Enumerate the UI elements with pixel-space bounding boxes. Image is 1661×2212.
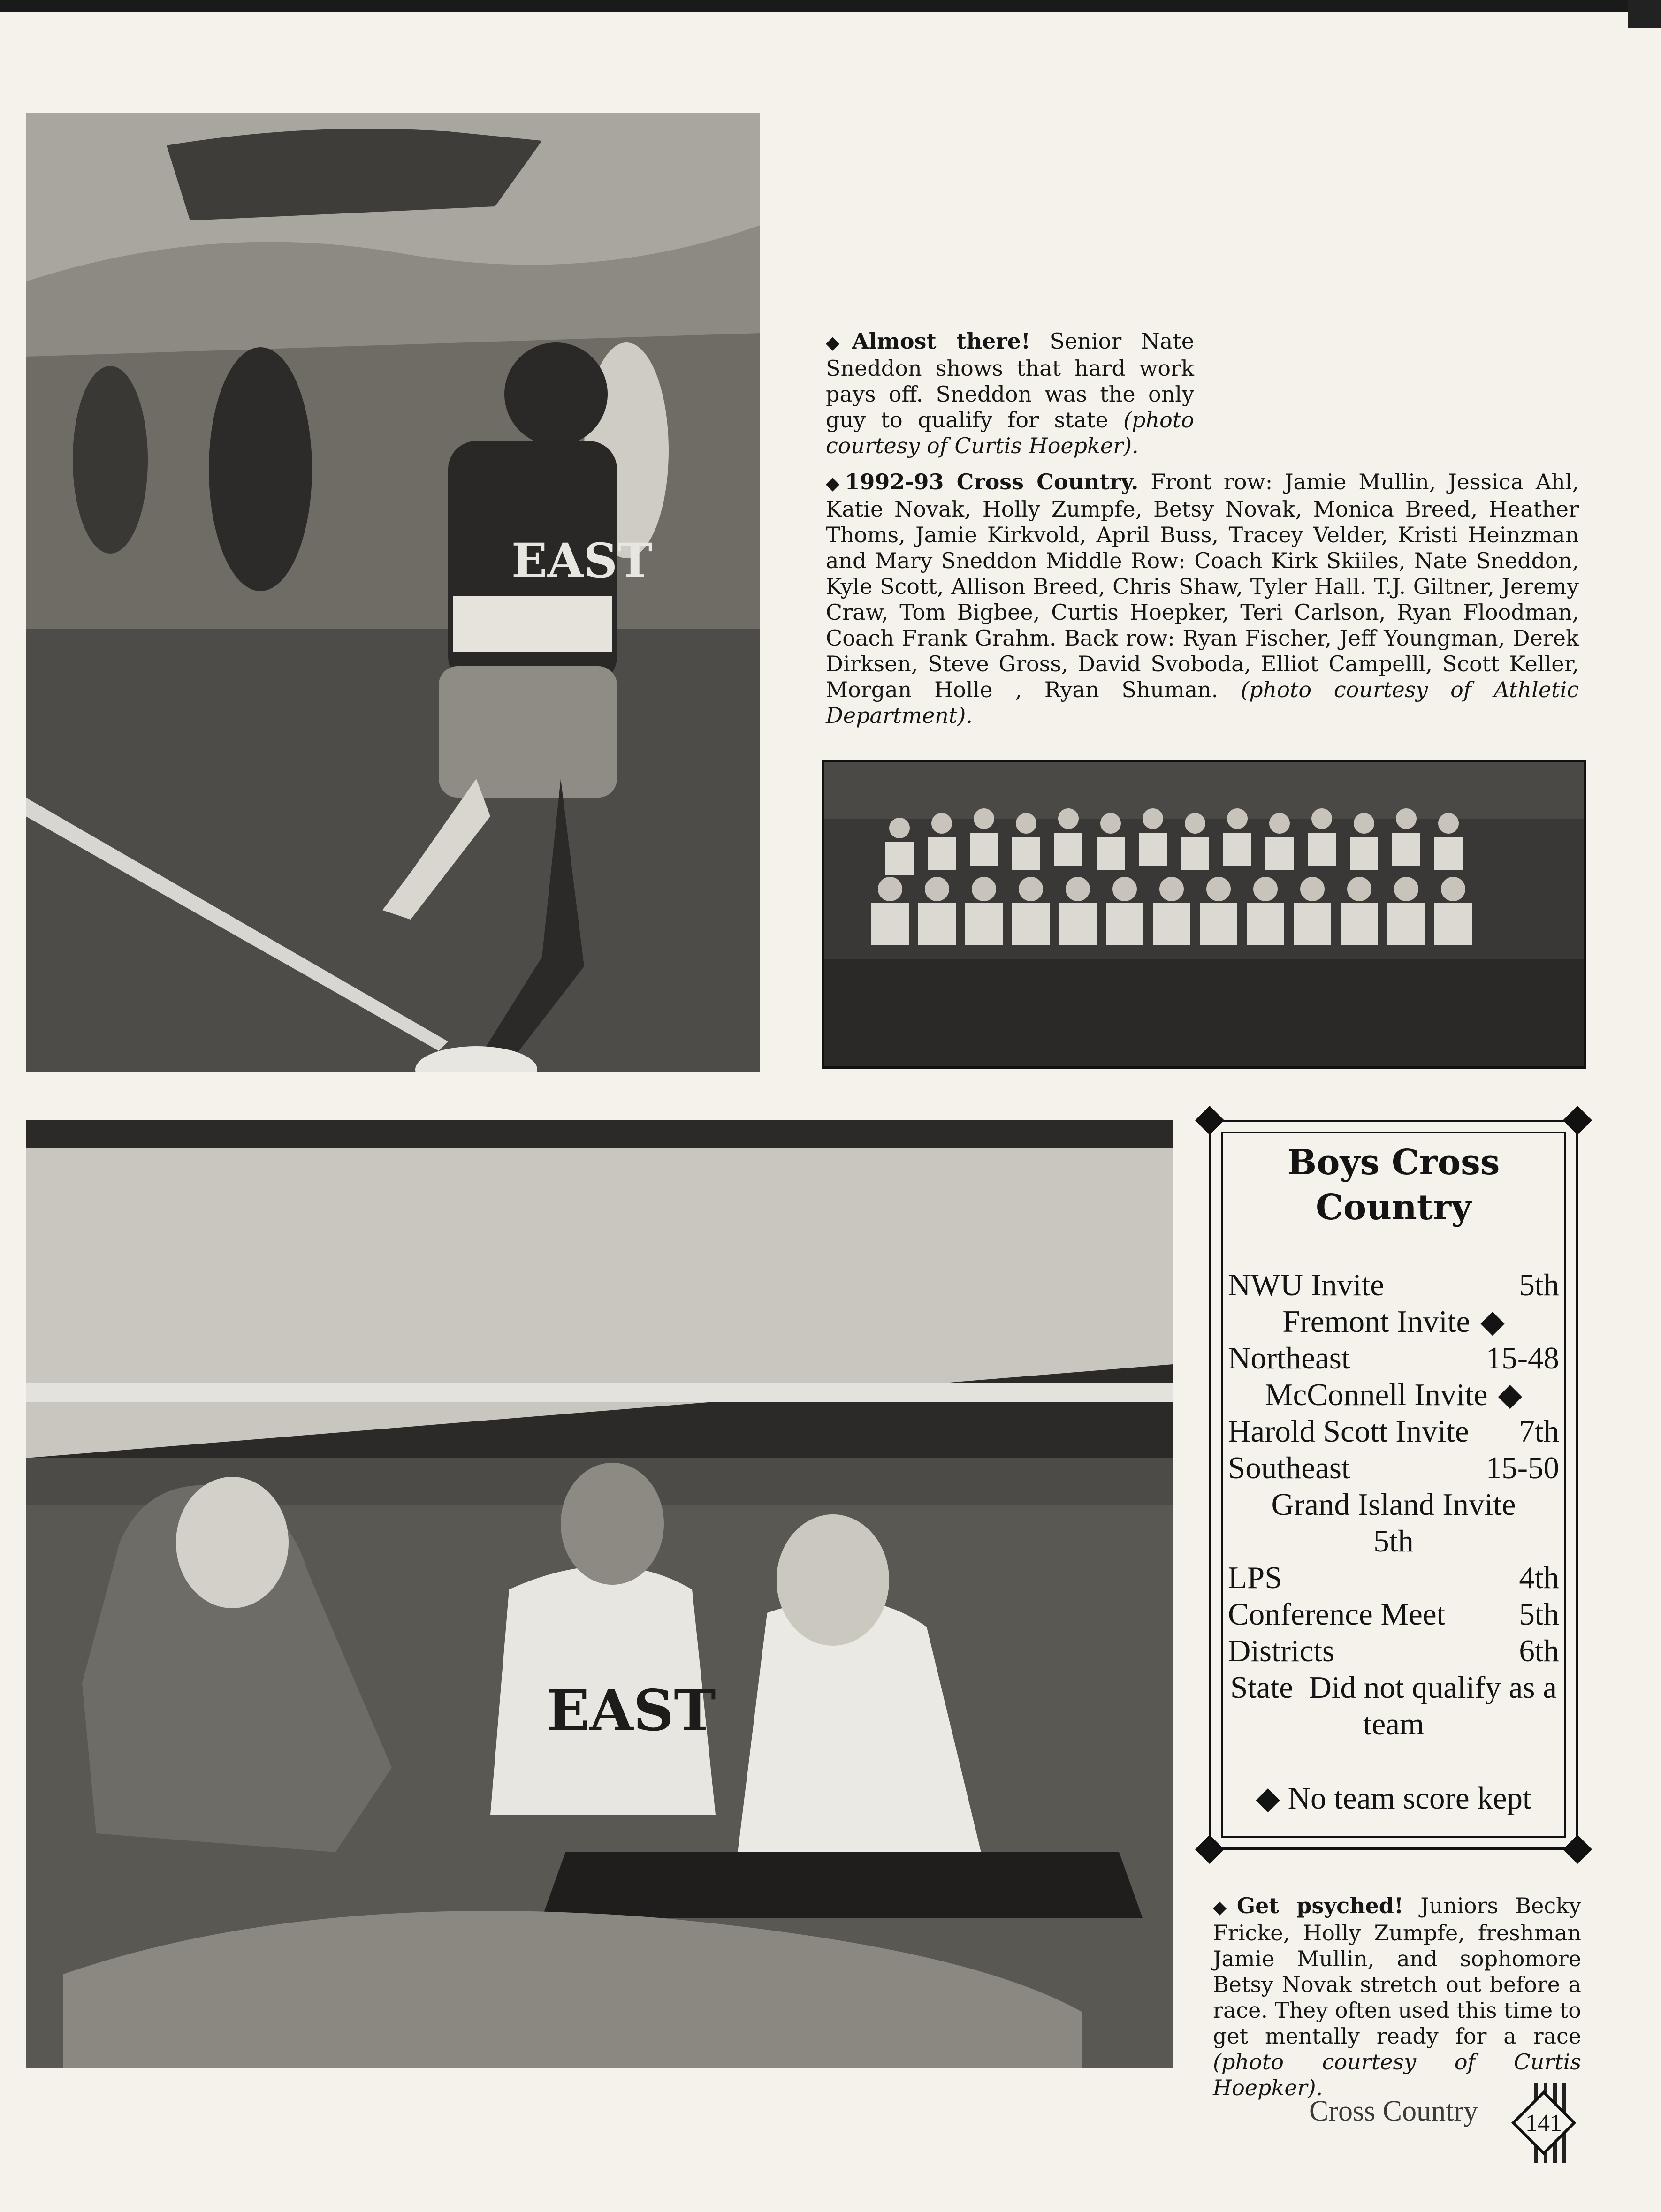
score-event: LPS (1228, 1560, 1282, 1595)
scores-title: Boys Cross Country (1287, 1142, 1500, 1228)
bullet-diamond-icon: ◆ (1213, 1897, 1237, 1917)
score-row (1228, 1596, 1559, 1633)
scores-list (1228, 1267, 1559, 1817)
score-event: Conference Meet (1228, 1597, 1446, 1632)
scores-box (1199, 1110, 1588, 1860)
page-corner (1628, 0, 1661, 28)
score-event: Northeast (1228, 1341, 1350, 1376)
score-result: 15-48 (1486, 1341, 1559, 1376)
page-number-badge (1509, 2083, 1579, 2163)
score-result: 7th (1519, 1414, 1559, 1449)
score-event: NWU Invite (1228, 1268, 1385, 1302)
runner-photo (26, 113, 760, 1072)
score-row (1228, 1633, 1559, 1669)
score-result: ◆ (1498, 1377, 1523, 1412)
score-event: State (1230, 1670, 1293, 1705)
score-result: ◆ (1480, 1304, 1505, 1339)
score-event: Districts (1228, 1634, 1335, 1668)
score-result: 5th (1519, 1268, 1559, 1302)
runner-jersey-text: EAST (511, 533, 653, 588)
score-result: 5th (1373, 1524, 1414, 1558)
stretch-caption (1213, 1893, 1581, 2101)
score-event: Southeast (1228, 1451, 1350, 1485)
score-result: 4th (1519, 1560, 1559, 1595)
team-photo (822, 760, 1586, 1069)
score-row (1228, 1340, 1559, 1376)
score-event: Harold Scott Invite (1228, 1414, 1469, 1449)
stretch-caption-credit: (photo courtesy of Curtis Hoepker). (1213, 2049, 1581, 2100)
score-row (1228, 1267, 1559, 1303)
stretch-caption-body: Juniors Becky Fricke, Holly Zumpfe, freshman Jamie Mullin, and sophomore Betsy Novak stretch out before a race. They often used this time to get mentally ready for a race (1213, 1893, 1582, 2049)
score-row (1228, 1559, 1559, 1596)
score-result: 5th (1519, 1597, 1559, 1632)
score-row (1228, 1669, 1559, 1742)
score-result: 15-50 (1486, 1451, 1559, 1485)
score-result: Did not qualify as a team (1309, 1670, 1557, 1741)
team-caption-body: Front row: Jamie Mullin, Jessica Ahl, Katie Novak, Holly Zumpfe, Betsy Novak, Monica Breed, Heather Thoms, Jamie Kirkvold, April Buss, Tracey Velder, Kristi Heinzman and Mary Sneddon Middle Row: Coach Kirk Skiiles, Nate Sneddon, Kyle Scott, Allison Breed, Chris Shaw, Tyler Hall. T.J. Giltner, Jeremy Craw, Tom Bigbee, Curtis Hoepker, Teri Carlson, Ryan Floodman, Coach Frank Grahm. Back row: Ryan Fischer, Jeff Youngman, Derek Dirksen, Steve Gross, David Svoboda, Elliot Campelll, Scott Keller, Morgan Holle , Ryan Shuman. (826, 469, 1579, 702)
team-caption-lead: 1992-93 Cross Country. (845, 469, 1139, 494)
runner-caption (826, 328, 1194, 459)
section-label: Cross Country (1309, 2095, 1478, 2127)
stretch-photo (26, 1120, 1173, 2068)
team-caption-credit: (photo courtesy of Athletic Department). (826, 677, 1579, 728)
stretch-caption-lead: Get psyched! (1236, 1893, 1404, 1918)
top-edge (0, 0, 1661, 12)
bullet-diamond-icon: ◆ (826, 473, 845, 494)
scores-footnote: ◆ No team score kept (1256, 1781, 1531, 1816)
stretch-jersey-text: EAST (547, 1678, 716, 1744)
runner-caption-body: Senior Nate Sneddon shows that hard work pays off. Sneddon was the only guy to qualify for state (826, 328, 1194, 433)
score-row (1228, 1450, 1559, 1486)
score-row (1228, 1486, 1559, 1559)
score-result: 6th (1519, 1634, 1559, 1668)
runner-caption-credit: (photo courtesy of Curtis Hoepker). (826, 407, 1194, 458)
score-row (1228, 1413, 1559, 1450)
page-number: 141 (1525, 2110, 1562, 2136)
score-event: Grand Island Invite (1271, 1487, 1516, 1522)
score-event: McConnell Invite (1265, 1377, 1488, 1412)
score-event: Fremont Invite (1282, 1304, 1471, 1339)
bullet-diamond-icon: ◆ (826, 332, 852, 353)
score-row (1228, 1376, 1559, 1413)
score-row (1228, 1303, 1559, 1340)
team-caption (826, 469, 1579, 729)
runner-caption-lead: Almost there! (852, 328, 1031, 354)
